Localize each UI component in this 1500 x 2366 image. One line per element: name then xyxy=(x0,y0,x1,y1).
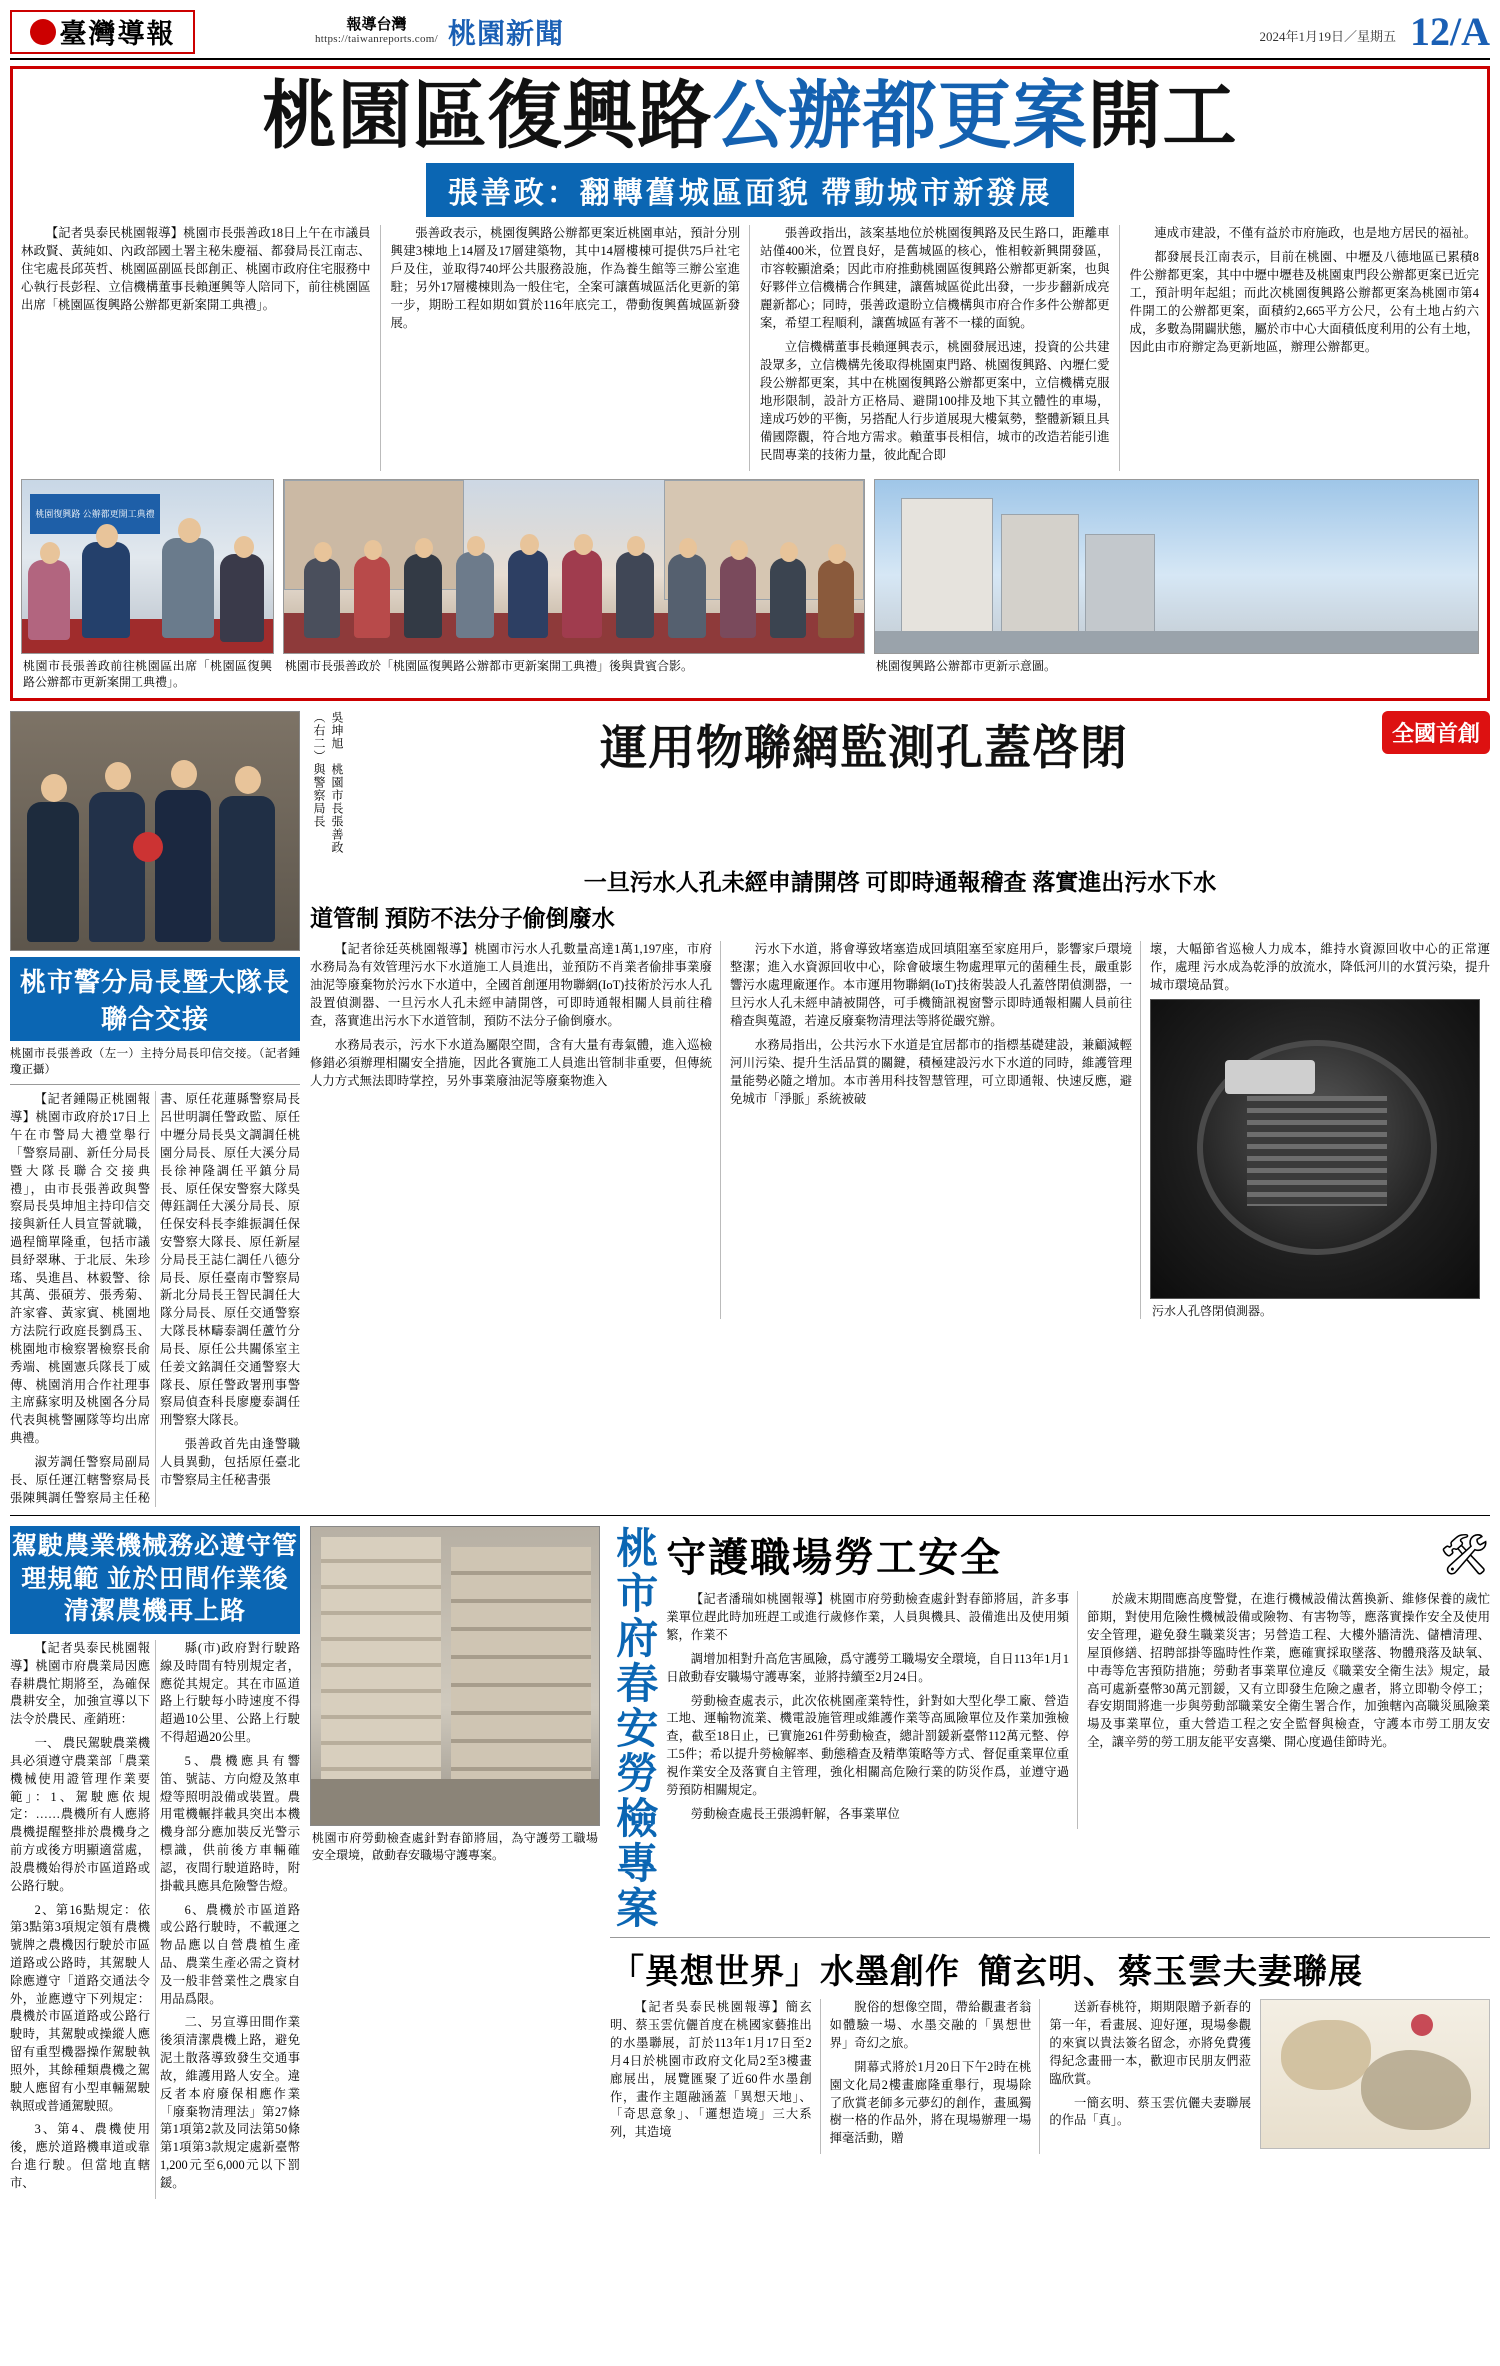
labor-photo-caption: 桃園市府勞動檢查處針對春節將屆，為守護勞工職場安全環境，啟動春安職場守護專案。 xyxy=(312,1831,598,1862)
farm-para: 一、 農民駕駛農業機具必須遵守農業部「農業機械使用證管理作業要範」：1、駕駛應依規定：……農機所有人應將農機提醒整排於農機身之前方或後方明顯適當處，設農機始得於市區道路或公路行駛。 xyxy=(10,1736,150,1893)
iot-column-1 xyxy=(310,941,721,1319)
lead-photo-2-caption: 桃園市長張善政於「桃園區復興路公辦都市更新案開工典禮」後與貴賓合影。 xyxy=(285,658,694,673)
farm-para: 二、另宣導田間作業後須清潔農機上路，避免泥土散落導致發生交通事故，維護用路人安全。違反者本府廢保相應作業「廢棄物清理法」第27條第1項第2款及同法第50條第1項第3款規定處新臺幣1,200元至6,000元以下罰鍰。 xyxy=(160,2015,300,2190)
lead-para: 立信機構董事長賴運興表示，桃園發展迅速，投資的公共建設眾多，立信機構先後取得桃園東門路、桃園復興路、內壢仁愛段公辦都更案，其中在桃園復興路公辦都更案中，立信機構克服地形限制，設計方正格局、避開100排及地下其立體性的車場，達成巧妙的平衡，另搭配人行步道展現大樓氣勢，整體新穎且具備國際觀，符合地方需求。賴董事長相信，城市的改造若能引進民間專業的技術力量，彼此配合即 xyxy=(760,339,1110,462)
ink-para: 一簡玄明、蔡玉雲伉儷夫妻聯展的作品「真」。 xyxy=(1049,2095,1252,2128)
ink-para: 開幕式將於1月20日下午2時在桃園文化局2樓畫廊隆重舉行，現場除了欣賞老師多元夢幻的創作，畫風獨樹一格的作品外，將在現場辦理一場揮毫活動，贈 xyxy=(829,2059,1032,2146)
lead-photo-3-image xyxy=(874,479,1479,654)
farm-para: 5、農機應具有響笛、號誌、方向燈及煞車燈等照明設備或裝置。農用電機輾拌載具突出本機機身部分應加裝反光警示標識，供前後方車輛確認，夜間行駛道路時，附掛載具應具危險警告燈。 xyxy=(160,1753,300,1893)
labor-para: 勞動檢查處表示，此次依桃園產業特性，針對如大型化學工廠、營造工地、運輸物流業、機電設施管理或維護作業等高風險單位及作業加強檢查，截至18日止，已實施261件勞動檢查，總計罰鍰新臺幣112萬元整、停工5件；希以提升勞檢解率、動態稽查及精準策略等方式、督促重業單位重視作業安全及落實自主管理，強化相關高危險行業的防災作爲，並遵守過勞預防相關規定。 xyxy=(666,1693,1070,1797)
police-story-left xyxy=(10,711,300,1507)
iot-badge: 全國首創 xyxy=(1382,711,1490,754)
iot-body xyxy=(310,941,1490,1319)
lead-photo-2-image xyxy=(283,479,865,654)
iot-photo-wrap xyxy=(1150,941,1490,1319)
masthead-center xyxy=(315,18,438,45)
farm-story xyxy=(10,1526,300,2198)
iot-headline: 運用物聯網監測孔蓋啓閉 xyxy=(599,721,1128,777)
iot-credit: 吳坤旭 桃園市長張善政（右二）與警察局長 xyxy=(312,711,344,855)
police-para: 張善政首先由逢警職人員異動，包括原任臺北市警察局主任秘書張 xyxy=(160,1437,300,1487)
farm-body xyxy=(10,1640,300,2199)
farm-para: 【記者吳泰民桃園報導】桃園市府農業局因應春耕農忙期將至，為確保農耕安全，加強宣導以下法令於農民、產銷班： xyxy=(10,1640,150,1727)
police-ceremony-photo xyxy=(10,711,300,951)
iot-column-2 xyxy=(730,941,1141,1319)
labor-para: 勞動檢查處長王張鴻軒解，各事業單位 xyxy=(690,1806,900,1821)
headline-part-1: 桃園區復興路 xyxy=(262,73,713,159)
lead-photo-1 xyxy=(21,479,274,690)
farm-para: 2、第16點規定：依第3點第3項規定領有農機號牌之農機因行駛於市區道路或公路時，其駕駛人除應遵守「道路交通法令外，並應遵守下列規定：農機於市區道路或公路行駛時，其駕駛或操縱人應留有重型機器操作駕駛執照外，其餘種類農機之駕駛人應留有小型車輛駕駛執照或普通駕駛照。 xyxy=(10,1902,150,2113)
photo-banner-text: 桃園復興路 公辦都更開工典禮 xyxy=(30,494,160,534)
lead-para: 都發展長江南表示，目前在桃園、中壢及八德地區已累積8件公辦都更案，其中中壢中壢巷及桃園東門段公辦都更案已近完工，預計明年起組；而此次桃園復興路公辦都更案為桃園市第4件開工的公辦都更案，面積約2,665平方公尺，公有土地占約六成，多數為開闢狀態，屬於市中心大面積低度利用的公有土地，因此由市府辦定為更新地區，辦理公辦都更。 xyxy=(1129,249,1479,354)
lead-photo-3 xyxy=(874,479,1479,690)
ink-headline-right: 簡玄明、蔡玉雲夫妻聯展 xyxy=(978,1954,1363,1992)
labor-photo-col xyxy=(310,1526,600,2198)
lead-photo-3-caption: 桃園復興路公辦都市更新示意圖。 xyxy=(876,658,1057,673)
lead-subhead: 張善政：翻轉舊城區面貌 帶動城市新發展 xyxy=(426,163,1075,217)
masthead-chinese-label: 報導台灣 xyxy=(346,16,407,33)
masthead xyxy=(10,8,1490,60)
ink-headline-left: 「異想世界」水墨創作 xyxy=(610,1954,960,1992)
iot-subhead-2: 道管制 預防不法分子偷倒廢水 xyxy=(310,906,615,932)
lead-photo-1-image xyxy=(21,479,274,654)
labor-para: 【記者潘瑞如桃園報導】桃園市府勞動檢查處針對春節將屆，許多事業單位趕此時加班趕工或進行歲修作業，人員與機具、設備進出及使用頻繁，作業不 xyxy=(666,1592,1070,1643)
farm-para: 縣(市)政府對行駛路線及時間有特別規定者，應從其規定。其在市區道路上行駛每小時速度不得超過10公里、公路上行駛不得超過20公里。 xyxy=(160,1640,300,1745)
iot-para: 污水成為乾淨的放流水，降低河川的水質污染，提升城市環境品質。 xyxy=(1150,960,1491,993)
farm-para: 6、農機於市區道路或公路行駛時，不載運之物品應以自營農植生產品、農業生產必需之資材及一般非營業性之農家自用品爲限。 xyxy=(160,1902,300,2006)
manhole-sensor-photo xyxy=(1150,999,1480,1299)
lead-photo-2 xyxy=(283,479,865,690)
lead-photo-row xyxy=(21,479,1479,690)
labor-vertical-title: 桃市府春安勞檢專案 xyxy=(610,1526,657,1932)
logo-mark-icon xyxy=(30,19,56,45)
labor-body xyxy=(666,1591,1490,1829)
lead-para: 張善政指出，該案基地位於桃園復興路及民生路口，距離車站僅400米，位置良好，是舊城區的核心，惟相較新興開發區，市容較顯滄桑；因此市府推動桃園區復興路公辦都更新案，也與好夥伴立信機構合作興建，讓舊城區從此出發，一步步翻新成亮麗新都心；同時，張善政還盼立信機構與市府合作多件公辦都更案，希望工程順利，讓舊城區有著不一樣的面貌。 xyxy=(760,226,1110,330)
lead-subhead-wrap xyxy=(21,163,1479,217)
lead-photo-1-caption: 桃園市長張善政前往桃園區出席「桃園區復興路公辦都市更新案開工典禮」。 xyxy=(23,658,272,689)
mid-section xyxy=(10,711,1490,1507)
ink-story xyxy=(610,1944,1490,2154)
logo-text: 臺灣導報 xyxy=(59,19,176,50)
lead-headline xyxy=(21,75,1479,161)
police-para: 【記者鍾陽正桃園報導】桃園市政府於17日上午在市警局大禮堂舉行「警察局副、新任分局長暨大隊長聯合交接典禮」，由市長張善政與警察局長吳坤旭主持印信交接與新任人員宣誓就職，過程簡單隆重，包括市議員紓翠琳、于北辰、朱珍瑤、吳進昌、林毅警、徐其萬、張碩芳、張秀菊、許家睿、黃家賓、桃園地方法院行政庭長劉爲玉、桃園地市檢察署檢察長俞秀端、桃園憲兵隊長丁威傳、桃園消用合作社理事主席蘇家明及桃園各分局代表與桃警團隊等均出席典禮。 xyxy=(10,1092,150,1446)
ink-para: 送新春桃符，期期限贈予新春的第一年，看畫展、迎好運，現場參觀的來賓以貴法簽名留念，亦將免費獲得紀念畫冊一本，歡迎市民朋友們蒞臨欣賞。 xyxy=(1049,2000,1252,2086)
section-title: 桃園新聞 xyxy=(447,18,564,50)
labor-headline: 守護職場勞工安全 xyxy=(666,1535,1003,1581)
labor-story xyxy=(610,1526,1490,2198)
publication-date: 2024年1月19日／星期五 xyxy=(1259,28,1396,44)
lead-story xyxy=(10,66,1490,701)
lead-para: 【記者吳泰民桃園報導】桃園市長張善政18日上午在市議員林政賢、黃純如、內政部國土署主秘朱慶福、都發局長江南志、住宅處長邱英哲、桃園區副區長郎創正、桃園市政府住宅服務中心執行長彭程、立信機構董事長賴運興等人陪同下，前往桃園區出席「桃園區復興路公辦都更新案開工典禮」。 xyxy=(21,226,371,312)
lower-section xyxy=(10,1526,1490,2198)
iot-para: 水務局表示，污水下水道為屬限空間，含有大量有毒氣體，進入巡檢修錯必須辦理相關安全措施，因此各實施工人員進出管制非重要，但傳統人力方式無法即時掌控，另外事業廢油泥等廢棄物進入 xyxy=(310,1038,712,1089)
headline-part-3: 開工 xyxy=(1087,73,1238,159)
lead-body xyxy=(21,225,1479,471)
lead-para: 張善政表示，桃園復興路公辦都更案近桃園車站，預計分別興建3棟地上14層及17層建築物，其中14層樓棟可提供75戶社宅戶及住，並取得740坪公共服務設施，作為養生館等三辦公室進駐；另外17層樓棟則為一般住宅，全案可讓舊城區活化更新的第一步，期盼工程如期如質於116年底完工，帶動復興舊城區新發展。 xyxy=(390,226,740,330)
police-headline: 桃市警分局長暨大隊長聯合交接 xyxy=(10,957,300,1041)
police-para: 淑芳調任警察局副局長、原任運江轄警察局長張陳興調任警察局主任秘書、原任花蓮縣警察局長呂世明調任警政監、原任中壢分局長吳文調調任桃園分局長、原任大溪分局長徐神隆調任平鎮分局長、原任保安警察大隊吳傳鈺調任大溪分局長、原任保安科長李維振調任保安警察大隊長、原任新屋分局長王誌仁調任八德分局長、原任臺南市警察局新北分局長王智民調任大隊分局長、原任交通警察大隊長林疇泰調任蘆竹分局長、原任公共關係室主任姜文銘調任交通警察大隊長、原任警政署刑事警察局偵查科長廖慶泰調任刑警察大隊長。 xyxy=(10,1092,300,1505)
masthead-right xyxy=(1259,8,1490,54)
page-number: 12/A xyxy=(1410,8,1490,54)
iot-header xyxy=(310,711,1490,861)
lead-column-1 xyxy=(21,225,381,471)
iot-subhead-1: 一旦污水人孔未經申請開啓 可即時通報稽查 落實進出污水下水 xyxy=(583,870,1217,896)
iot-title-wrap xyxy=(352,711,1376,778)
iot-para: 【記者徐廷英桃園報導】桃園市污水人孔數量高達1萬1,197座，市府水務局為有效管理污水下水道施工人員進出，並預防不肖業者偷排事業廢油泥等廢棄物於污水下水道中，全國首創運用物聯網(IoT)技術於污水人孔設置偵測器、一旦污水人孔未經申請開啓，可即時通報相關人員前往稽查，落實進出污水下水道管制，預防不法分子偷倒廢水。 xyxy=(310,942,712,1029)
headline-part-2: 公辦都更案 xyxy=(712,73,1088,159)
publication-logo xyxy=(10,10,195,54)
lead-para: 連成市建設，不僅有益於市府施政，也是地方居民的福祉。 xyxy=(1154,226,1477,240)
police-photo-caption: 桃園市長張善政（左一）主持分局長印信交接。（記者鍾瓊正攝） xyxy=(10,1048,300,1077)
ink-para: 脫俗的想像空間，帶給觀畫者翁如體驗一場、水墨交融的「異想世界」奇幻之旅。 xyxy=(829,2000,1032,2051)
ink-para: 【記者吳泰民桃園報導】簡玄明、蔡玉雲伉儷首度在桃國家藝推出的水墨聯展，訂於113年1月17日至2月4日於桃園市政府文化局2至3樓畫廊展出，展覽匯聚了近60件水墨創作，畫作主題融涵蓋「異想天地」、「奇思意象」、「邏想造境」三大系列，其造境 xyxy=(610,2000,812,2140)
labor-warehouse-photo xyxy=(310,1526,600,1826)
labor-header xyxy=(610,1526,1490,1931)
ink-body xyxy=(610,1999,1490,2154)
police-body xyxy=(10,1091,300,1507)
labor-para: 於歲末期間應高度警覺，在進行機械設備汰舊換新、維修保養的歲忙節期，對使用危險性機械設備或險物、有害物等，應落實操作安全及使用安全管理，避免發生職業災害；另營造工程、大樓外牆清洗、儲槽清理、屋頂修繕、招聘部掛等臨時性作業，應確實採取墜落、物體飛落及缺氧、中毒等危害預防措施；勞動者事業單位違反《職業安全衛生法》規定，最高可處新臺幣30萬元罰鍰，又有立即發生危險之慮者，將立即勒令停工；春安期間將進一步與勞動部職業安全衛生署合作，加強轄內高職災風險業場及事業單位，重大營造工程之安全監督與檢查，守護本市勞工朋友安全，讓辛勞的勞工朋友能平安喜樂、開心度過佳節時光。 xyxy=(1087,1592,1490,1750)
lead-column-2 xyxy=(391,225,751,471)
labor-para: 調增加相對升高危害風險，爲守護勞工職場安全環境，自日113年1月1日啟動春安職場守護專案，並將持續至2月24日。 xyxy=(666,1651,1070,1684)
iot-para: 污水下水道，將會導致堵塞造成回填阻塞至家庭用戶，影響家戶環境整潔；進入水資源回收中心，除會破壞生物處理單元的菌種生長，嚴重影響污水處理廠運作。本市運用物聯網(IoT)技術裝設人孔蓋啓閉偵測器，一旦污水人孔未經申請被開啓，可手機簡訊視窗警示即時通報相關人員前往稽查與蒐證，若違反廢棄物清理法等將從嚴究辦。 xyxy=(730,942,1132,1029)
iot-para: 水務局指出，公共污水下水道是宜居都市的指標基礎建設，兼顧減輕河川污染、提升生活品質的關鍵，積極建設污水下水道的同時，維護管理量能勢必隨之增加。本市善用科技智慧管理，可立即通報、快速反應，避免城市「淨脈」系統被破 xyxy=(730,1038,1132,1107)
ink-artwork xyxy=(1260,1999,1490,2149)
farm-headline: 駕駛農業機械務必遵守管理規範 並於田間作業後清潔農機再上路 xyxy=(10,1526,300,1634)
masthead-url[interactable]: https://taiwanreports.com/ xyxy=(315,32,438,45)
farm-para: 3、第4、農機使用後，應於道路機車道或靠台進行駛。但當地直轄市、 xyxy=(10,2122,150,2190)
iot-para: 壞，大幅節省巡檢人力成本，維持水資源回收中心的正常運作，處理 xyxy=(1150,942,1490,975)
tools-icon: 🛠 xyxy=(1439,1532,1490,1578)
iot-photo-caption: 污水人孔啓閉偵測器。 xyxy=(1152,1304,1273,1319)
lead-column-3 xyxy=(760,225,1120,471)
iot-story xyxy=(310,711,1490,1507)
lead-column-4 xyxy=(1130,225,1480,471)
